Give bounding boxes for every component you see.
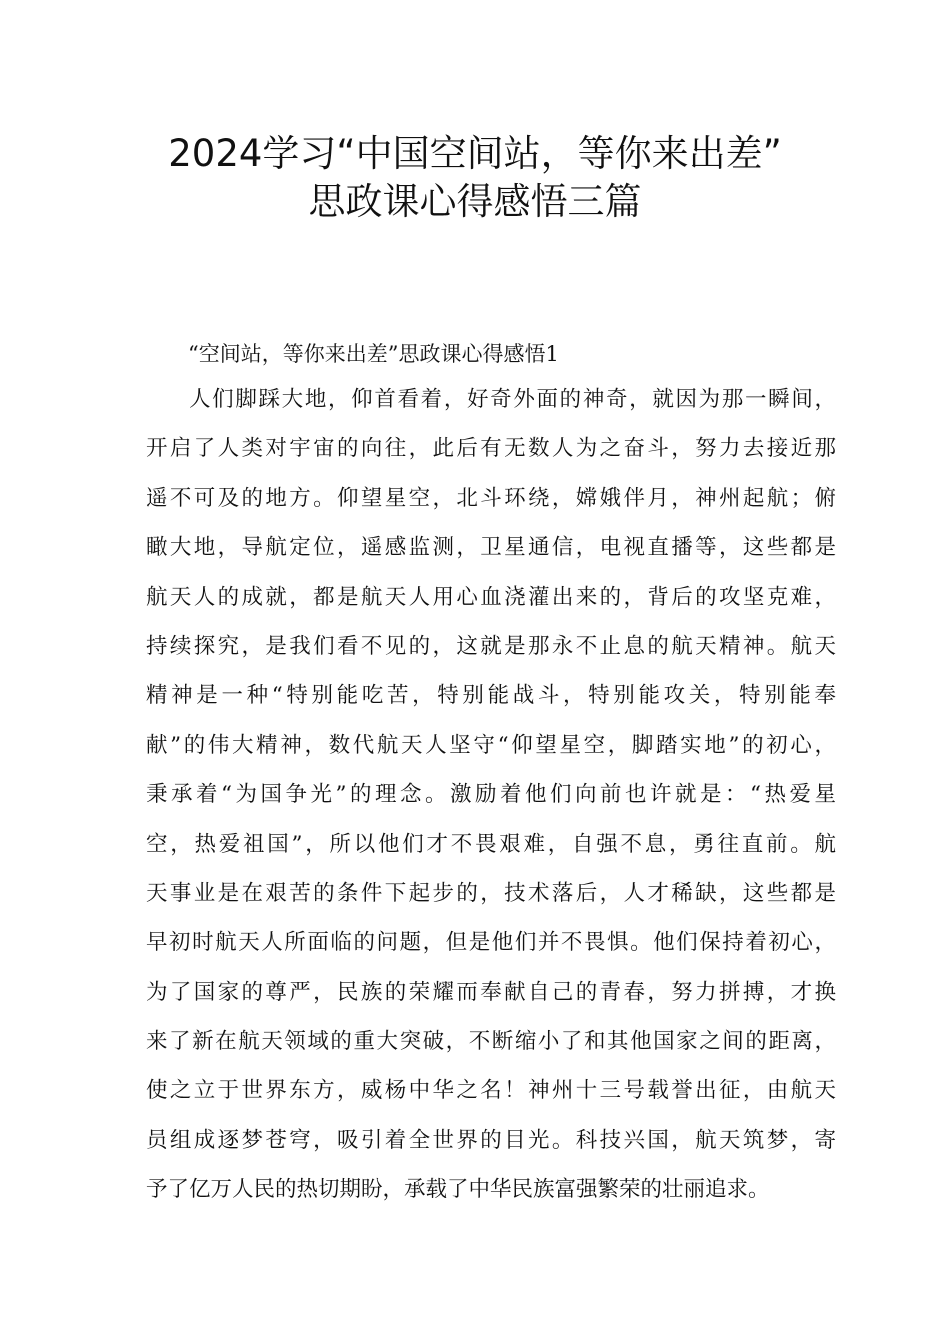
paragraph-line: 予了亿万人民的热切期盼，承载了中华民族富强繁荣的壮丽追求。 (146, 1177, 770, 1203)
paragraph-line: 人们脚踩大地，仰首看着，好奇外面的神奇，就因为那一瞬间， (189, 387, 836, 412)
section-heading: “空间站，等你来出差”思政课心得感悟1 (188, 342, 559, 366)
document-title-line-2: 思政课心得感悟三篇 (308, 180, 642, 223)
paragraph-line: 空，热爱祖国”，所以他们才不畏艰难，自强不息，勇往直前。航 (146, 831, 836, 857)
paragraph-line: 持续探究，是我们看不见的，这就是那永不止息的航天精神。航天 (146, 633, 836, 659)
paragraph-line: 使之立于世界东方，威杨中华之名！神州十三号载誉出征，由航天 (146, 1078, 836, 1104)
paragraph-line: 遥不可及的地方。仰望星空，北斗环绕，嫦娥伴月，神州起航；俯 (146, 485, 836, 511)
paragraph-line: 早初时航天人所面临的问题，但是他们并不畏惧。他们保持着初心， (146, 930, 836, 956)
paragraph-line: 来了新在航天领域的重大突破，不断缩小了和其他国家之间的距离， (146, 1029, 836, 1055)
paragraph-line: 开启了人类对宇宙的向往，此后有无数人为之奋斗，努力去接近那 (146, 436, 836, 462)
paragraph-line: 秉承着“为国争光”的理念。激励着他们向前也许就是：“热爱星 (146, 782, 836, 808)
paragraph-line: 航天人的成就，都是航天人用心血浇灌出来的，背后的攻坚克难， (146, 584, 836, 610)
body-paragraph (146, 380, 836, 1220)
paragraph-line: 为了国家的尊严，民族的荣耀而奉献自己的青春，努力拼搏，才换 (146, 979, 836, 1005)
paragraph-line: 精神是一种“特别能吃苦，特别能战斗，特别能攻关，特别能奉 (146, 683, 836, 709)
paragraph-line: 员组成逐梦苍穹，吸引着全世界的目光。科技兴国，航天筑梦，寄 (146, 1127, 836, 1153)
paragraph-line: 天事业是在艰苦的条件下起步的，技术落后，人才稀缺，这些都是 (146, 880, 836, 906)
document-title-line-1: 2024学习“中国空间站，等你来出差” (168, 132, 782, 175)
paragraph-line: 献”的伟大精神，数代航天人坚守“仰望星空，脚踏实地”的初心， (146, 732, 836, 758)
paragraph-line: 瞰大地，导航定位，遥感监测，卫星通信，电视直播等，这些都是 (146, 535, 836, 561)
